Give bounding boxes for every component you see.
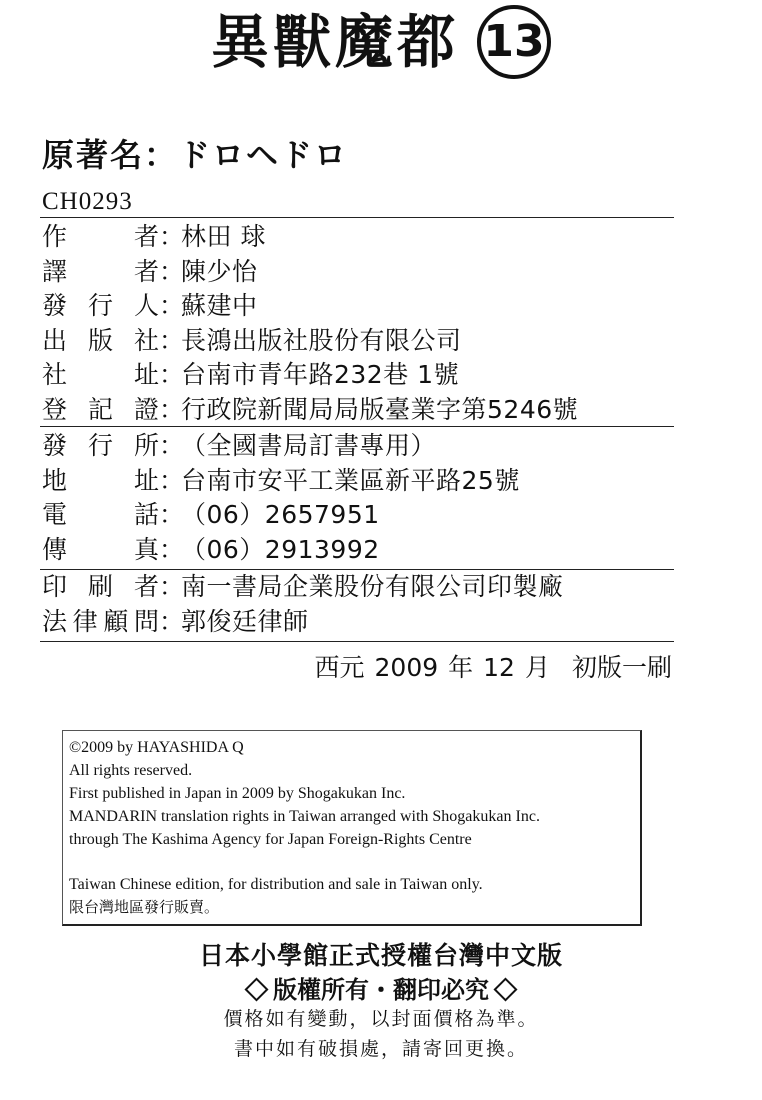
- credit-label-char: 律: [72, 606, 98, 636]
- authorization-statement: 日本小學館正式授權台灣中文版: [198, 941, 563, 970]
- copyright-line: ©2009 by HAYASHIDA Q: [69, 739, 244, 756]
- credit-label-char: 傳: [42, 534, 68, 564]
- copyright-line: MANDARIN translation rights in Taiwan arranged with Shogakukan Inc.: [69, 808, 540, 825]
- credit-row: [42, 603, 674, 638]
- credit-value: 台南市安平工業區新平路25號: [181, 465, 520, 495]
- credit-label-char: 所: [133, 431, 159, 461]
- credit-label-char: 版: [87, 325, 113, 355]
- credit-row: [42, 462, 674, 497]
- credit-row: [42, 531, 674, 566]
- credit-label: [42, 495, 159, 531]
- credit-value: 郭俊廷律師: [181, 606, 309, 636]
- credit-label-char: 址: [133, 465, 159, 495]
- credit-label: [42, 321, 159, 357]
- copyright-box: [62, 730, 642, 926]
- credit-value: 陳少怡: [181, 256, 258, 286]
- credit-value: （全國書局訂書專用）: [181, 431, 437, 461]
- credit-label-char: 登: [42, 394, 68, 424]
- credit-label-char: 行: [87, 431, 113, 461]
- credit-row: [42, 253, 674, 288]
- credit-label-char: 電: [42, 500, 68, 530]
- credit-row: [42, 356, 674, 391]
- title-text: 異獸魔都: [210, 8, 459, 76]
- credit-value: 台南市青年路232巷 1號: [181, 360, 460, 390]
- diamond-icon: [493, 977, 517, 1001]
- credit-row: [42, 568, 674, 603]
- credit-separator: ：: [159, 394, 185, 424]
- credit-label-char: 刷: [87, 572, 113, 602]
- credit-label: [42, 461, 159, 497]
- credit-value: 林田 球: [181, 222, 266, 252]
- credit-value: （06）2657951: [181, 500, 380, 530]
- credit-value: 南一書局企業股份有限公司印製廠: [181, 572, 564, 602]
- credit-label-char: 記: [87, 394, 113, 424]
- credit-separator: ：: [159, 465, 185, 495]
- date-month-unit: 月: [524, 653, 550, 682]
- credit-separator: ：: [159, 360, 185, 390]
- credit-label-char: 社: [42, 360, 68, 390]
- credit-row: [42, 322, 674, 357]
- rights-text: 版權所有・翻印必究: [273, 976, 489, 1004]
- date-month: 12: [483, 653, 515, 682]
- credit-label-char: 者: [133, 256, 159, 286]
- credit-value: 行政院新聞局局版臺業字第5246號: [181, 394, 579, 424]
- credit-label-char: 者: [133, 222, 159, 252]
- credit-label: [42, 530, 159, 566]
- credit-label: [42, 355, 159, 391]
- volume-number: 13: [477, 5, 551, 79]
- copyright-line: First published in Japan in 2009 by Shogakukan Inc.: [69, 785, 406, 802]
- credit-value: 蘇建中: [181, 291, 258, 321]
- publication-date: [305, 648, 673, 684]
- credit-separator: ：: [159, 325, 185, 355]
- credit-label-char: 址: [133, 360, 159, 390]
- diamond-icon: [244, 977, 268, 1001]
- credit-separator: ：: [159, 222, 185, 252]
- credit-label-char: 人: [133, 291, 159, 321]
- credit-label: [42, 286, 159, 322]
- credit-label: [42, 426, 159, 462]
- date-year-unit: 年: [448, 653, 474, 682]
- date-year: 2009: [374, 653, 439, 682]
- credit-row: [42, 391, 674, 426]
- original-title: 原著名：ドロヘドロ: [42, 136, 349, 174]
- credit-label-char: 法: [42, 606, 68, 636]
- credit-separator: ：: [159, 256, 185, 286]
- credit-value: 長鴻出版社股份有限公司: [181, 325, 462, 355]
- credit-label-char: 證: [133, 394, 159, 424]
- credits-list: [42, 218, 674, 637]
- credit-separator: ：: [159, 431, 185, 461]
- credit-row: [42, 496, 674, 531]
- credit-label: [42, 602, 159, 638]
- credit-label-char: 話: [133, 500, 159, 530]
- credit-label-char: 發: [42, 431, 68, 461]
- credit-label-char: 出: [42, 325, 68, 355]
- credit-label: [42, 390, 159, 426]
- credit-label: [42, 217, 159, 253]
- rights-statement: [0, 970, 762, 1005]
- copyright-line: Taiwan Chinese edition, for distribution and sale in Taiwan only.: [69, 876, 483, 893]
- credit-label-char: 者: [133, 572, 159, 602]
- credits-group-1: [42, 218, 674, 425]
- credit-label-char: 作: [42, 222, 68, 252]
- credit-value: （06）2913992: [181, 534, 380, 564]
- credit-row: [42, 287, 674, 322]
- credit-label: [42, 567, 159, 603]
- credit-label-char: 發: [42, 291, 68, 321]
- credit-separator: ：: [159, 572, 185, 602]
- credit-label-char: 問: [133, 606, 159, 636]
- credit-label-char: 印: [42, 572, 68, 602]
- credit-label-char: 行: [87, 291, 113, 321]
- divider: [40, 641, 674, 642]
- price-notice: 價格如有變動，以封面價格為準。: [223, 1008, 539, 1030]
- credits-group-3: [42, 568, 674, 637]
- credit-label-char: 社: [133, 325, 159, 355]
- credit-separator: ：: [159, 500, 185, 530]
- credits-group-2: [42, 427, 674, 565]
- date-edition: 初版一刷: [571, 653, 672, 682]
- credit-separator: ：: [159, 534, 185, 564]
- credit-label-char: 地: [42, 465, 68, 495]
- credit-separator: ：: [159, 291, 185, 321]
- credit-label-char: 顧: [103, 606, 129, 636]
- credit-row: [42, 427, 674, 462]
- damage-notice: 書中如有破損處，請寄回更換。: [233, 1038, 528, 1060]
- copyright-line: All rights reserved.: [69, 762, 193, 779]
- book-title: [0, 4, 762, 80]
- credit-label: [42, 252, 159, 288]
- credit-row: [42, 218, 674, 253]
- date-era: 西元: [314, 653, 365, 682]
- catalog-code: CH0293: [42, 188, 133, 215]
- credit-label-char: 真: [133, 534, 159, 564]
- credit-separator: ：: [159, 606, 185, 636]
- credit-label-char: 譯: [42, 256, 68, 286]
- copyright-line: through The Kashima Agency for Japan Foreign-Rights Centre: [69, 831, 472, 848]
- copyright-line: 限台灣地區發行販賣。: [69, 898, 220, 916]
